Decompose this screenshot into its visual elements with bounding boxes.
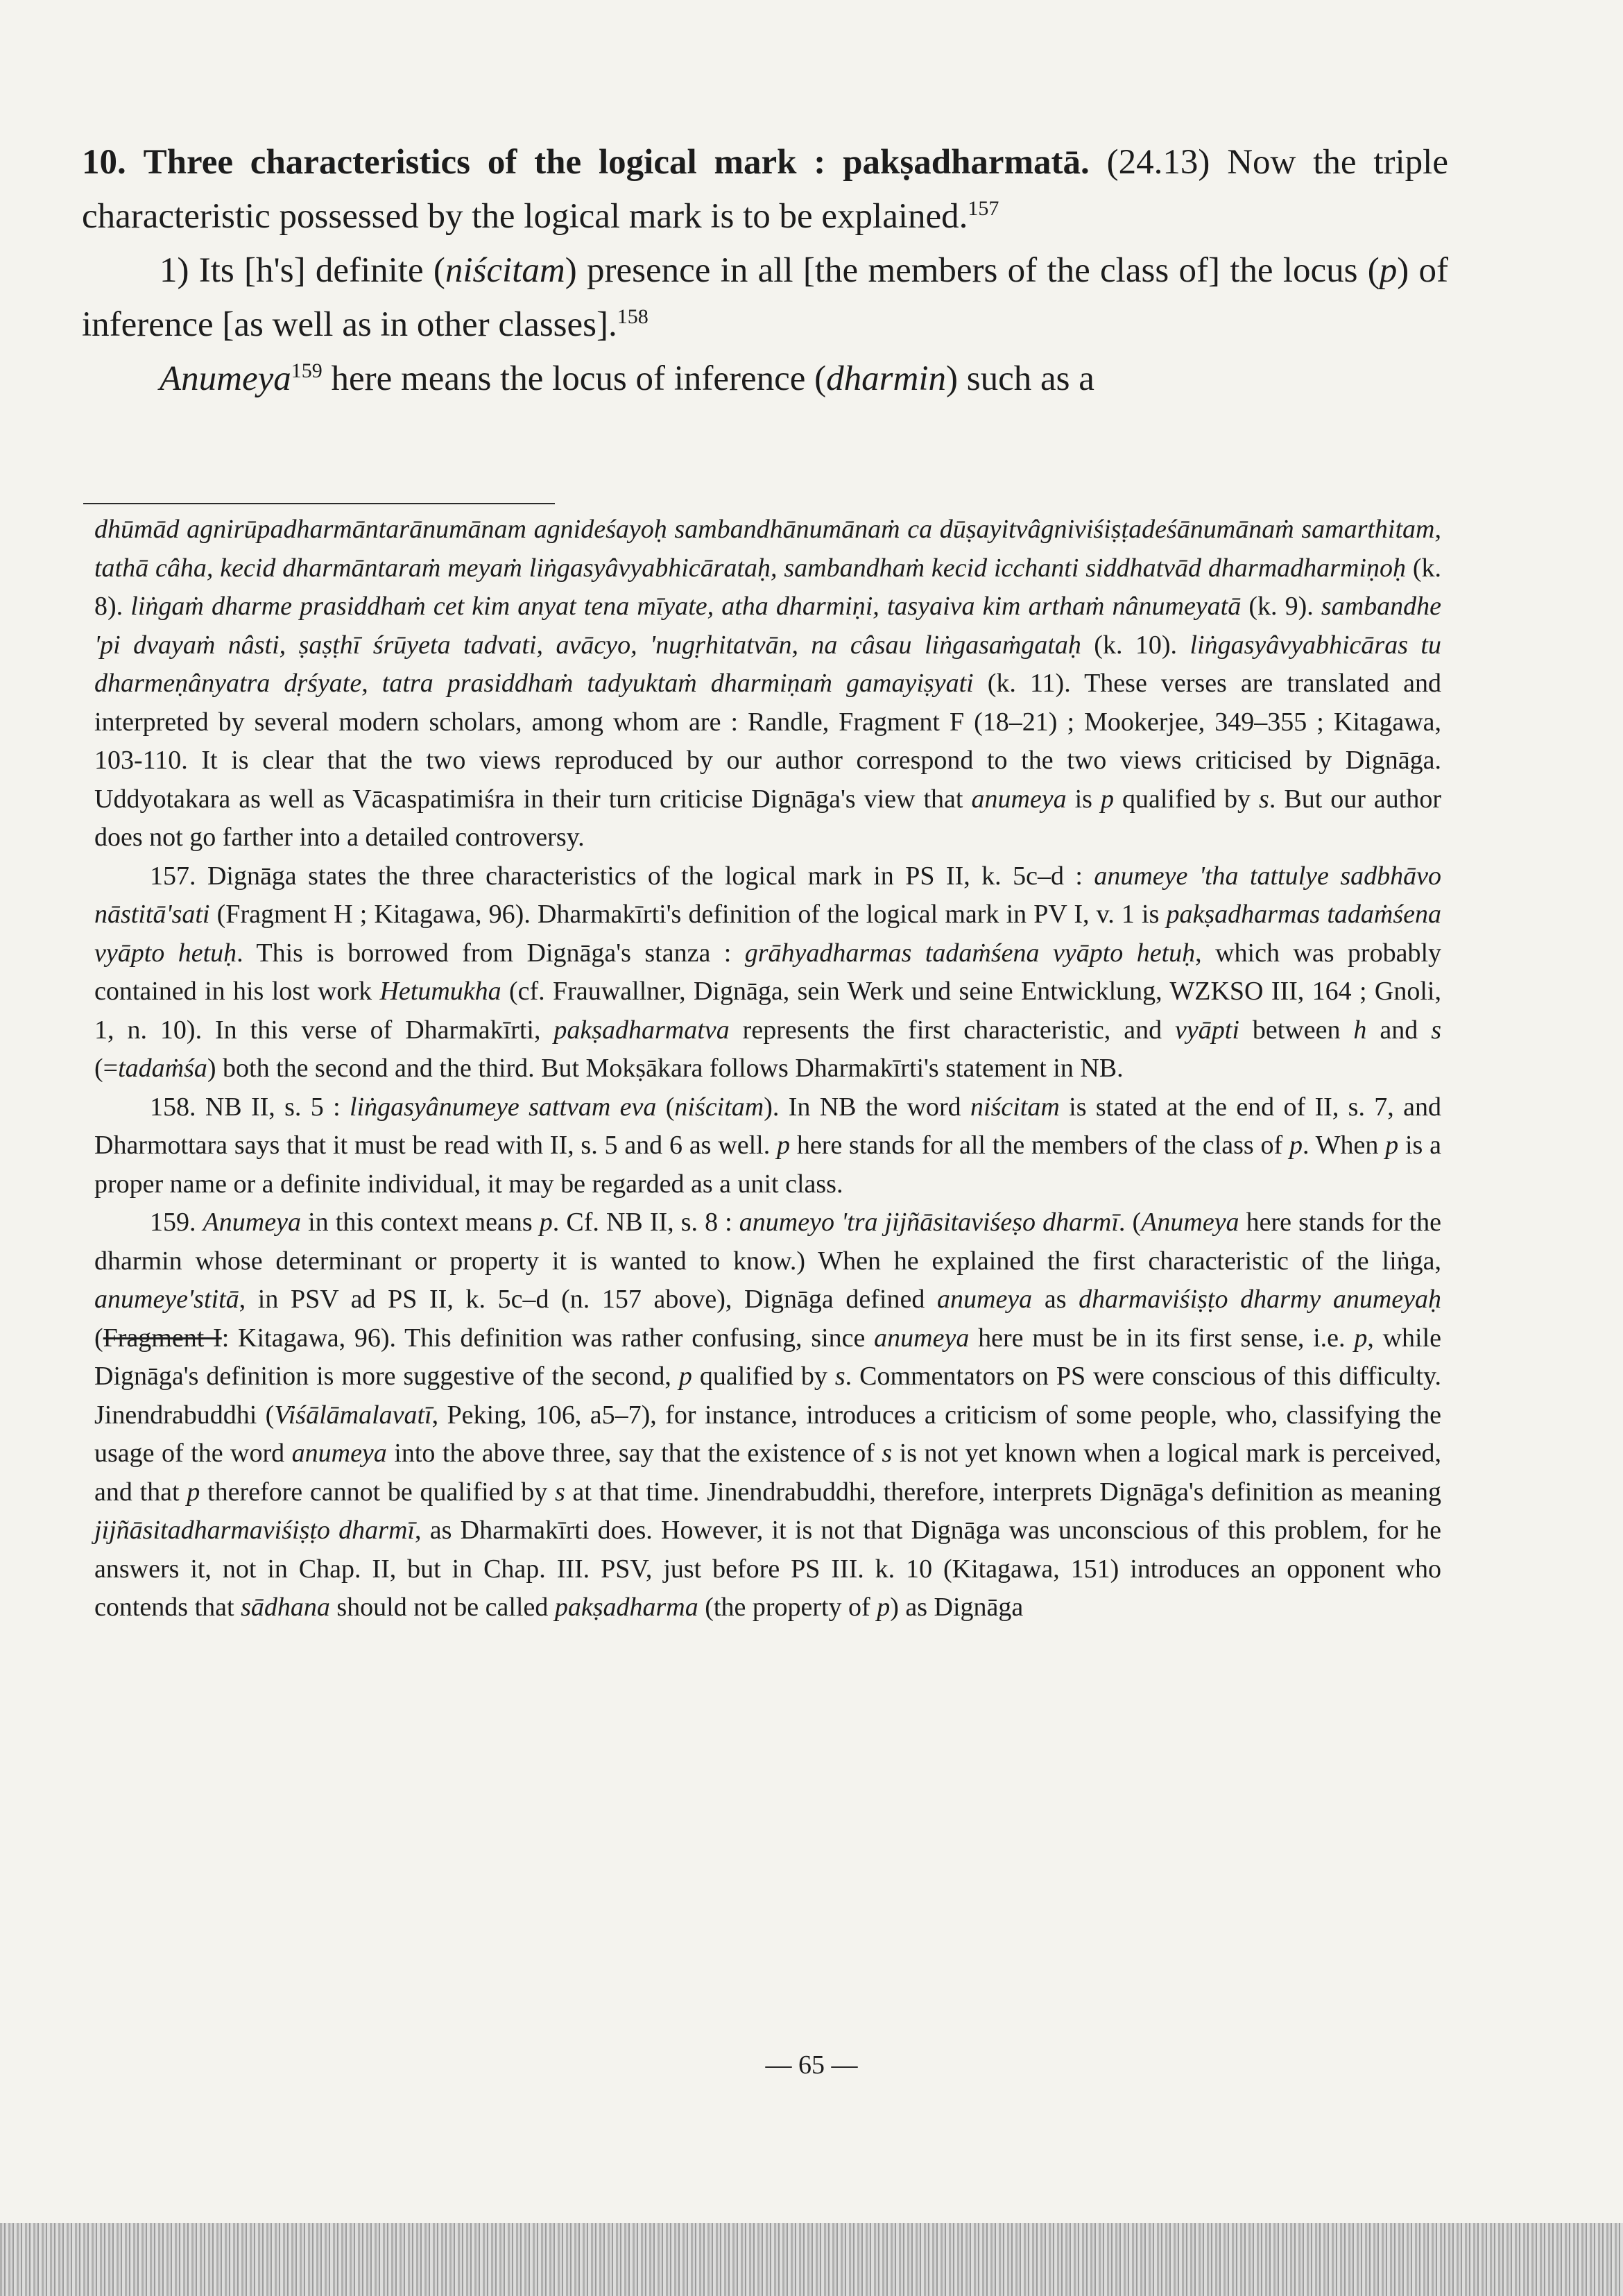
fn157-p: s bbox=[1431, 1015, 1441, 1045]
para1-text3: ) of inference [as well as in other classes]. bbox=[82, 251, 1449, 344]
fn159-ap: ) as Dignāga bbox=[890, 1593, 1024, 1622]
fn157-l: vyāpti bbox=[1175, 1015, 1239, 1045]
fn159-ad: is not yet known when a logical mark is perceived, and that bbox=[94, 1439, 1441, 1507]
fn159-c: p bbox=[539, 1208, 553, 1237]
para2-term: Anumeya bbox=[160, 359, 291, 398]
para1-p: p bbox=[1379, 251, 1398, 290]
para1-text: 1) Its [h's] definite ( bbox=[160, 251, 445, 290]
fn-cont-text3: qualified by bbox=[1113, 784, 1260, 814]
fn159-t: , while Dignāga's definition is more suggestive of the second, bbox=[94, 1323, 1442, 1391]
footnote-158 bbox=[94, 1088, 1441, 1204]
fn157-o: and bbox=[1366, 1015, 1432, 1045]
fn159-ak: sādhana bbox=[241, 1593, 330, 1622]
fn159-l: as bbox=[1032, 1285, 1079, 1314]
fn158-c: ( bbox=[656, 1092, 675, 1122]
footnote-ref-158: 158 bbox=[617, 305, 649, 328]
fn159-q: anumeya bbox=[874, 1323, 970, 1353]
fn158-d: niścitam bbox=[674, 1092, 764, 1122]
fn157-e: . This is borrowed from Dignāga's stanza : bbox=[237, 938, 745, 968]
fn157-d: pakṣadharmas tadaṁśena vyāpto hetuḥ bbox=[94, 900, 1442, 968]
fn159-s: p bbox=[1354, 1323, 1368, 1353]
fn159-ab: into the above three, say that the existence of bbox=[386, 1439, 882, 1468]
fn-cont-p: p bbox=[1100, 784, 1114, 814]
fn159-aa: anumeya bbox=[291, 1439, 387, 1468]
fn159-m: dharmaviśiṣṭo dharmy anumeyaḥ bbox=[1079, 1285, 1442, 1314]
fn159-af: therefore cannot be qualified by bbox=[200, 1477, 555, 1507]
paragraph-1 bbox=[82, 243, 1448, 352]
fn157-r: tadaṁśa bbox=[118, 1054, 207, 1083]
section-title: Three characteristics of the logical mark : pakṣadharmatā. bbox=[143, 143, 1090, 182]
fn158-f: niścitam bbox=[970, 1092, 1060, 1122]
fn159-r: here must be in its first sense, i.e. bbox=[969, 1323, 1355, 1353]
fn159-w: s bbox=[834, 1362, 845, 1391]
fn159-j: , in PSV ad PS II, k. 5c–d (n. 157 above), Dignāga defined bbox=[239, 1285, 937, 1314]
para2-text2: ) such as a bbox=[946, 359, 1094, 398]
fn157-n: h bbox=[1353, 1015, 1367, 1045]
paragraph-2 bbox=[82, 352, 1448, 406]
fn159-al: should not be called bbox=[329, 1593, 555, 1622]
fn157-a: Dignāga states the three characteristics of the logical mark in PS II, k. 5c–d : bbox=[207, 861, 1094, 891]
fn-cont-text2: is bbox=[1066, 784, 1101, 814]
para1-term: niścitam bbox=[445, 251, 565, 290]
fn-cont-sanskrit-3: sambandhe 'pi dvayaṁ nâsti, ṣaṣṭhī śrūyeta tadvati, avācyo, 'nugṛhitatvān, na câsau liṅgasaṁgataḥ bbox=[94, 592, 1442, 660]
footnote-continuation bbox=[94, 511, 1441, 857]
fn159-am: pakṣadharma bbox=[554, 1593, 698, 1622]
fn159-p: : Kitagawa, 96). This definition was rather confusing, since bbox=[221, 1323, 875, 1353]
fn158-e: ). In NB the word bbox=[764, 1092, 971, 1122]
fn158-l: p bbox=[1385, 1131, 1399, 1160]
fn157-m: between bbox=[1239, 1015, 1354, 1045]
footnote-ref-157: 157 bbox=[968, 197, 999, 220]
fn159-d: . Cf. NB II, s. 8 : bbox=[552, 1208, 739, 1237]
fn158-g: is stated at the end of II, s. 7, and Dharmottara says that it must be read with II, s. 5 and 6 as well. bbox=[94, 1092, 1441, 1160]
fn159-aj: , as Dharmakīrti does. However, it is not that Dignāga was unconscious of this problem, for he answers it, not in Chap. II, but in Chap. III. PSV, just before PS III. k. 10 (Kitagawa, 151) introduces an opponent who contends that bbox=[94, 1516, 1441, 1622]
fn-cont-k10: (k. 10). bbox=[1081, 630, 1190, 660]
fn159-z: , Peking, 106, a5–7), for instance, introduces a criticism of some people, who, classifying the usage of the word bbox=[94, 1400, 1441, 1468]
fn159-y: Viśālāmalavatī bbox=[274, 1400, 432, 1430]
fn158-i: here stands for all the members of the class of bbox=[790, 1131, 1289, 1160]
section-heading bbox=[82, 135, 1448, 243]
fn157-k: represents the first characteristic, and bbox=[729, 1015, 1176, 1045]
fn158-a: NB II, s. 5 : bbox=[205, 1092, 350, 1122]
fn158-b: liṅgasyânumeye sattvam eva bbox=[349, 1092, 657, 1122]
page-number: — 65 — bbox=[765, 2050, 858, 2080]
fn159-an: (the property of bbox=[698, 1593, 877, 1622]
fn158-j: p bbox=[1289, 1131, 1303, 1160]
fn158-m: is a proper name or a definite individual, it may be regarded as a unit class. bbox=[94, 1131, 1442, 1199]
fn-cont-text4: . But our author does not go farther into a detailed controversy. bbox=[94, 784, 1441, 852]
fn159-v: qualified by bbox=[692, 1362, 835, 1391]
fn159-n: ( bbox=[94, 1323, 103, 1353]
section-intro: Now the triple characteristic possessed by the logical mark is to be explained. bbox=[82, 143, 1448, 236]
footnote-rule bbox=[83, 503, 555, 504]
footnote-157-number: 157. bbox=[150, 861, 196, 891]
fn159-i: anumeye'stitā bbox=[94, 1285, 239, 1314]
fn-cont-s: s bbox=[1259, 784, 1269, 814]
fn158-k: . When bbox=[1302, 1131, 1386, 1160]
fn159-e: anumeyo 'tra jijñāsitaviśeṣo dharmī bbox=[739, 1208, 1119, 1237]
fn157-c: (Fragment H ; Kitagawa, 96). Dharmakīrti's definition of the logical mark in PV I, v. 1 is bbox=[209, 900, 1167, 929]
para2-text: here means the locus of inference ( bbox=[322, 359, 827, 398]
footnote-159-number: 159. bbox=[150, 1208, 196, 1237]
fn157-g: , which was probably contained in his lost work bbox=[94, 938, 1442, 1006]
fn159-ae: p bbox=[187, 1477, 200, 1507]
footnote-157 bbox=[94, 857, 1441, 1088]
fn157-i: (cf. Frauwallner, Dignāga, sein Werk und seine Entwicklung, WZKSO III, 164 ; Gnoli, 1, n. 10). In this verse of Dharmakīrti, bbox=[94, 977, 1441, 1045]
fn159-ac: s bbox=[882, 1439, 893, 1468]
footnote-ref-159: 159 bbox=[291, 359, 323, 382]
fn157-f: grāhyadharmas tadaṁśena vyāpto hetuḥ bbox=[744, 938, 1196, 968]
fn-cont-sanskrit-2: liṅgaṁ dharme prasiddhaṁ cet kim anyat tena mīyate, atha dharmiṇi, tasyaiva kim arthaṁ nânumeyatā bbox=[130, 592, 1242, 621]
section-number: 10. bbox=[82, 143, 126, 182]
fn-cont-text: These verses are translated and interpreted by several modern scholars, among whom are : Randle, Fragment F (18–21) ; Mookerjee, 349–355 ; Kitagawa, 103-110. It is clear that the two views reproduced by our author correspond to the two views criticised by Dignāga. Uddyotakara as well as Vācaspatimiśra in their turn criticise Dignāga's view that bbox=[94, 669, 1442, 814]
fn-cont-sanskrit-1: dhūmād agnirūpadharmāntarānumānam agnideśayoḥ sambandhānumānaṁ ca dūṣayitvâgniviśiṣṭadeśānumānaṁ samarthitam, tathā câha, kecid dharmāntaraṁ meyaṁ liṅgasyâvyabhicārataḥ, sambandhaṁ kecid icchanti siddhatvād dharmadharmiṇoḥ bbox=[94, 515, 1441, 583]
fn158-h: p bbox=[777, 1131, 791, 1160]
fn159-struck-text: Fragment I bbox=[103, 1323, 222, 1353]
fn157-b: anumeye 'tha tattulye sadbhāvo nāstitā'sati bbox=[94, 861, 1441, 929]
main-text bbox=[82, 135, 1448, 406]
fn159-b: in this context means bbox=[300, 1208, 540, 1237]
fn159-g: Anumeya bbox=[1141, 1208, 1239, 1237]
para2-term2: dharmin bbox=[826, 359, 947, 398]
fn159-x: . Commentators on PS were conscious of this difficulty. Jinendrabuddhi ( bbox=[94, 1362, 1441, 1430]
section-ref: (24.13) bbox=[1106, 143, 1210, 182]
fn157-h: Hetumukha bbox=[379, 977, 501, 1006]
footnotes bbox=[94, 511, 1441, 1627]
fn159-ai: jijñāsitadharmaviśiṣṭo dharmī bbox=[94, 1516, 415, 1545]
fn159-a: Anumeya bbox=[203, 1208, 301, 1237]
fn159-u: p bbox=[678, 1362, 692, 1391]
fn-cont-k9: (k. 9). bbox=[1241, 592, 1321, 621]
fn157-s: ) both the second and the third. But Mokṣākara follows Dharmakīrti's statement in NB. bbox=[207, 1054, 1124, 1083]
footnote-158-number: 158. bbox=[150, 1092, 196, 1122]
fn159-ah: at that time. Jinendrabuddhi, therefore, interprets Dignāga's definition as meaning bbox=[565, 1477, 1441, 1507]
scan-edge-noise bbox=[0, 2223, 1623, 2296]
fn-cont-anumeya: anumeya bbox=[971, 784, 1067, 814]
footnote-159 bbox=[94, 1203, 1441, 1627]
para1-text2: ) presence in all [the members of the class of] the locus ( bbox=[565, 251, 1380, 290]
fn157-j: pakṣadharmatva bbox=[553, 1015, 730, 1045]
fn-cont-k11: (k. 11). bbox=[973, 669, 1085, 698]
fn157-q: (= bbox=[94, 1054, 119, 1083]
fn159-h: here stands for the dharmin whose determinant or property it is wanted to know.) When he explained the first characteristic of the liṅga, bbox=[94, 1208, 1442, 1276]
fn159-k: anumeya bbox=[937, 1285, 1033, 1314]
fn159-f: . ( bbox=[1118, 1208, 1142, 1237]
fn-cont-k8: (k. 8). bbox=[94, 553, 1441, 621]
fn159-ag: s bbox=[554, 1477, 565, 1507]
fn159-ao: p bbox=[877, 1593, 891, 1622]
fn-cont-sanskrit-4: liṅgasyâvyabhicāras tu dharmeṇânyatra dṛśyate, tatra prasiddhaṁ tadyuktaṁ dharmiṇaṁ gamayiṣyati bbox=[94, 630, 1441, 698]
